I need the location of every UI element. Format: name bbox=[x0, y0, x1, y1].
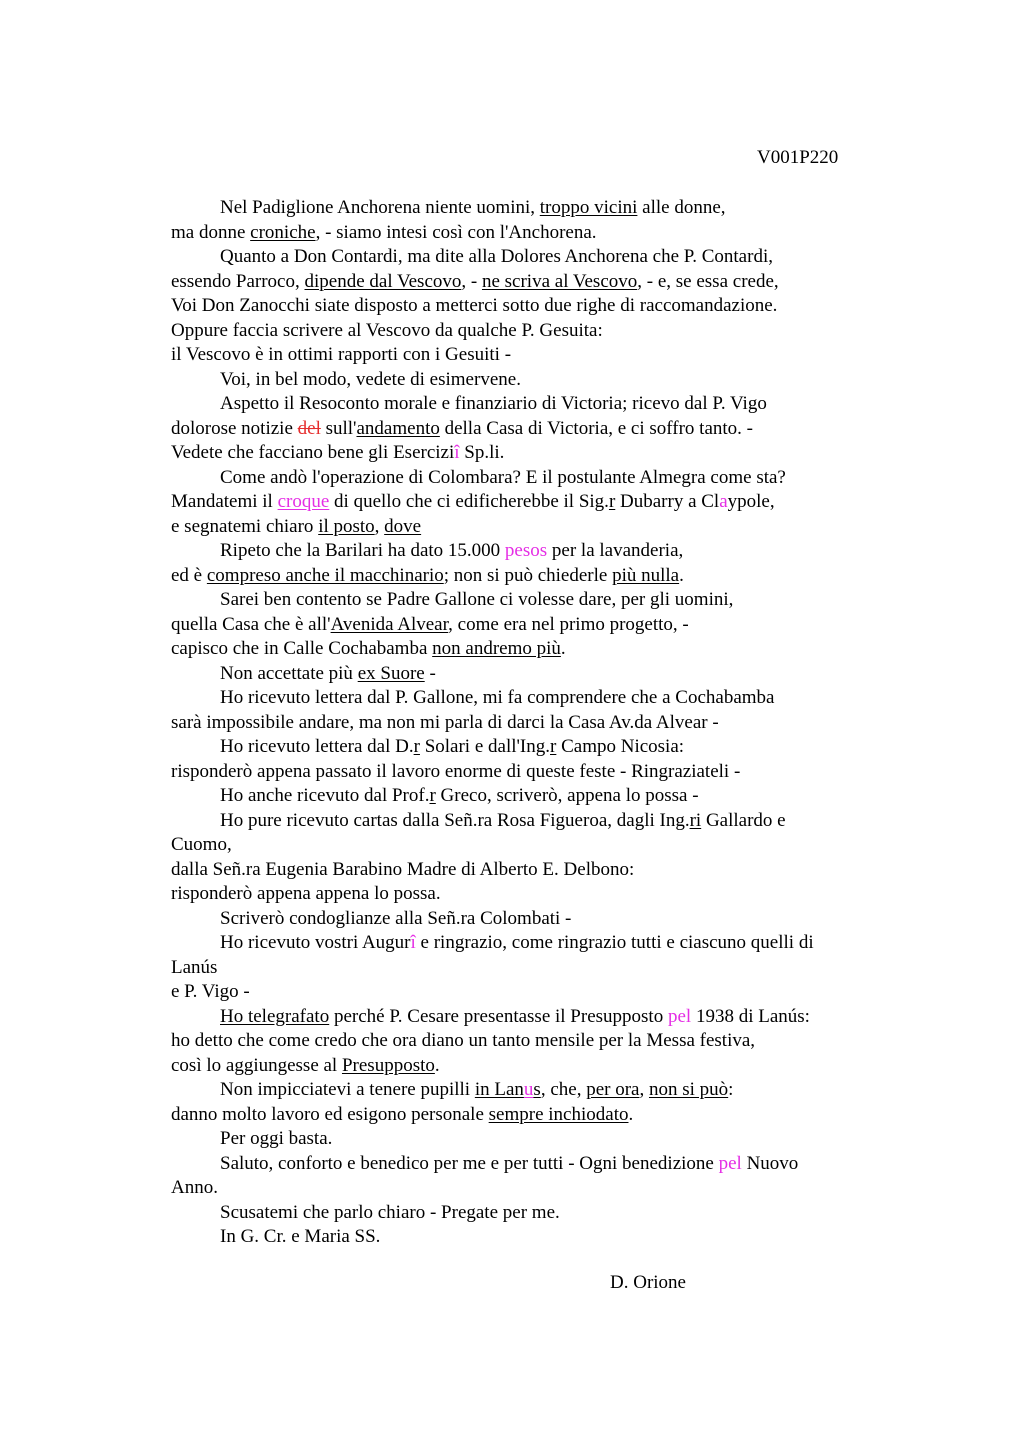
text-segment: , come era nel primo progetto, - bbox=[448, 613, 689, 635]
text-line bbox=[171, 1054, 871, 1079]
text-segment: : bbox=[728, 1079, 734, 1100]
text-segment: . bbox=[628, 1103, 634, 1125]
text-line bbox=[171, 711, 871, 736]
text-segment: Solari e dall'Ing. bbox=[419, 736, 551, 757]
text-line bbox=[171, 1152, 871, 1177]
text-segment: Ho pure ricevuto cartas dalla Señ.ra Rosa Figueroa, dagli Ing. bbox=[220, 809, 690, 831]
text-line bbox=[171, 270, 871, 295]
annotated-segment: per ora bbox=[586, 1079, 640, 1100]
text-segment: Come andò l'operazione di Colombara? E il postulante Almegra come sta? bbox=[220, 466, 786, 488]
annotated-segment: r bbox=[429, 785, 436, 806]
text-segment: Sp.li. bbox=[459, 442, 505, 463]
annotated-segment: croque bbox=[277, 491, 330, 512]
text-segment: per la lavanderia, bbox=[547, 540, 684, 561]
text-segment: della Casa di Victoria, e ci soffro tanto. - bbox=[439, 417, 753, 439]
text-line bbox=[171, 417, 871, 442]
text-segment: Gallardo e bbox=[701, 809, 786, 831]
annotated-segment: pel bbox=[718, 1152, 742, 1174]
text-segment: ho detto che come credo che ora diano un tanto mensile per la Messa festiva, bbox=[171, 1030, 756, 1051]
text-segment: Voi, in bel modo, vedete di esimervene. bbox=[220, 368, 521, 390]
text-line bbox=[171, 221, 871, 246]
text-segment: perché P. Cesare presentasse il Presupposto bbox=[329, 1005, 668, 1027]
text-segment: , che, bbox=[540, 1079, 587, 1100]
text-line bbox=[171, 441, 871, 466]
text-segment: Quanto a Don Contardi, ma dite alla Dolores Anchorena che P. Contardi, bbox=[220, 246, 773, 267]
text-line bbox=[171, 319, 871, 344]
annotated-segment: non si può bbox=[648, 1079, 729, 1100]
text-segment: Voi Don Zanocchi siate disposto a metterci sotto due righe di raccomandazione. bbox=[171, 295, 778, 316]
text-line bbox=[171, 1029, 871, 1054]
text-segment: In G. Cr. e Maria SS. bbox=[220, 1226, 381, 1247]
text-segment: Scriverò condoglianze alla Señ.ra Colombati - bbox=[220, 907, 572, 929]
annotated-segment: î bbox=[454, 442, 460, 463]
text-segment: sull' bbox=[320, 417, 357, 439]
annotated-segment: r bbox=[413, 736, 420, 757]
text-segment: dalla Señ.ra Eugenia Barabino Madre di Alberto E. Delbono: bbox=[171, 858, 635, 880]
annotated-segment: in Lan bbox=[474, 1079, 524, 1100]
text-segment: quella Casa che è all' bbox=[171, 613, 331, 635]
annotated-segment: più nulla bbox=[612, 564, 680, 586]
text-segment: . bbox=[560, 638, 566, 659]
text-segment: 1938 di Lanús: bbox=[691, 1005, 810, 1027]
text-segment: Per oggi basta. bbox=[220, 1128, 333, 1149]
signature: D. Orione bbox=[610, 1272, 686, 1293]
text-segment: alle donne, bbox=[637, 197, 726, 218]
text-line bbox=[171, 1127, 871, 1152]
text-segment: Ripeto che la Barilari ha dato 15.000 bbox=[220, 540, 505, 561]
annotated-segment: s bbox=[533, 1079, 541, 1100]
annotated-segment: î bbox=[410, 932, 416, 953]
letter-body bbox=[171, 196, 871, 1250]
annotated-segment: Ho telegrafato bbox=[220, 1005, 330, 1027]
text-segment: Non impicciatevi a tenere pupilli bbox=[220, 1079, 475, 1100]
annotated-segment: compreso anche il macchinario bbox=[206, 564, 444, 586]
annotated-segment: troppo vicini bbox=[539, 197, 638, 218]
annotated-segment: sempre inchiodato bbox=[488, 1103, 629, 1125]
text-line bbox=[171, 809, 871, 834]
annotated-segment: Avenida Alvear bbox=[330, 613, 449, 635]
text-segment: . bbox=[434, 1054, 440, 1076]
text-line bbox=[171, 588, 871, 613]
text-line bbox=[171, 882, 871, 907]
text-segment: Dubarry a Cl bbox=[615, 491, 720, 512]
text-line bbox=[171, 294, 871, 319]
text-segment: risponderò appena passato il lavoro enorme di queste feste - Ringraziateli - bbox=[171, 760, 741, 782]
text-line bbox=[171, 368, 871, 393]
text-line bbox=[171, 686, 871, 711]
text-line bbox=[171, 564, 871, 589]
text-line bbox=[171, 784, 871, 809]
text-segment: ypole, bbox=[727, 491, 775, 512]
text-segment: risponderò appena appena lo possa. bbox=[171, 883, 441, 904]
text-line bbox=[171, 613, 871, 638]
text-segment: Lanús bbox=[171, 956, 218, 978]
annotated-segment: pel bbox=[667, 1005, 692, 1027]
annotated-segment: dipende dal Vescovo bbox=[304, 270, 462, 292]
text-segment: Sarei ben contento se Padre Gallone ci volesse dare, per gli uomini, bbox=[220, 589, 734, 610]
text-segment: e segnatemi chiaro bbox=[171, 515, 319, 537]
text-segment: e P. Vigo - bbox=[171, 981, 250, 1002]
text-line bbox=[171, 490, 871, 515]
text-segment: capisco che in Calle Cochabamba bbox=[171, 638, 433, 659]
text-segment: . bbox=[679, 564, 684, 586]
annotated-segment: pesos bbox=[504, 540, 548, 561]
annotated-segment: a bbox=[719, 491, 728, 512]
text-segment: Mandatemi il bbox=[171, 491, 278, 512]
text-line bbox=[171, 637, 871, 662]
text-line bbox=[171, 196, 871, 221]
text-line bbox=[171, 735, 871, 760]
text-line bbox=[171, 956, 871, 981]
annotated-segment: ri bbox=[689, 809, 702, 831]
text-line bbox=[171, 931, 871, 956]
annotated-segment: non andremo più bbox=[432, 638, 561, 659]
text-segment: , - e, se essa crede, bbox=[637, 270, 779, 292]
text-segment: ma donne bbox=[171, 221, 251, 243]
text-segment: , bbox=[639, 1079, 649, 1100]
text-line bbox=[171, 760, 871, 785]
text-segment: Nel Padiglione Anchorena niente uomini, bbox=[220, 197, 540, 218]
text-segment: Scusatemi che parlo chiaro - Pregate per me. bbox=[220, 1201, 560, 1223]
text-segment: Ho ricevuto lettera dal D. bbox=[220, 736, 414, 757]
text-line bbox=[171, 1005, 871, 1030]
text-segment: Cuomo, bbox=[171, 834, 232, 855]
annotated-segment: del bbox=[297, 417, 321, 439]
text-line bbox=[171, 1103, 871, 1128]
text-line bbox=[171, 980, 871, 1005]
annotated-segment: ne scriva al Vescovo bbox=[481, 270, 638, 292]
text-line bbox=[171, 466, 871, 491]
text-line bbox=[171, 1225, 871, 1250]
text-segment: Campo Nicosia: bbox=[556, 736, 685, 757]
text-segment: Greco, scriverò, appena lo possa - bbox=[435, 785, 699, 806]
text-segment: Anno. bbox=[171, 1177, 218, 1198]
text-segment: , - siamo intesi così con l'Anchorena. bbox=[315, 221, 597, 243]
text-segment: Saluto, conforto e benedico per me e per tutti - Ogni benedizione bbox=[220, 1152, 719, 1174]
text-line bbox=[171, 1201, 871, 1226]
text-segment: - bbox=[424, 662, 436, 684]
text-line bbox=[171, 343, 871, 368]
text-segment: Aspetto il Resoconto morale e finanziario di Victoria; ricevo dal P. Vigo bbox=[220, 393, 767, 414]
annotated-segment: r bbox=[550, 736, 557, 757]
text-segment: ed è bbox=[171, 564, 207, 586]
text-line bbox=[171, 1176, 871, 1201]
annotated-segment: croniche bbox=[250, 221, 316, 243]
text-line bbox=[171, 907, 871, 932]
text-line bbox=[171, 833, 871, 858]
text-segment: , - bbox=[461, 270, 482, 292]
text-segment: sarà impossibile andare, ma non mi parla di darci la Casa Av.da Alvear - bbox=[171, 711, 719, 733]
text-line bbox=[171, 539, 871, 564]
text-line bbox=[171, 392, 871, 417]
text-segment: Non accettate più bbox=[220, 662, 358, 684]
text-segment: Oppure faccia scrivere al Vescovo da qualche P. Gesuita: bbox=[171, 319, 603, 341]
text-segment: e ringrazio, come ringrazio tutti e ciascuno quelli di bbox=[415, 932, 814, 953]
text-line bbox=[171, 515, 871, 540]
text-segment: danno molto lavoro ed esigono personale bbox=[171, 1103, 489, 1125]
annotated-segment: ex Suore bbox=[357, 662, 425, 684]
text-segment: essendo Parroco, bbox=[171, 270, 305, 292]
text-segment: Vedete che facciano bene gli Esercizi bbox=[171, 442, 455, 463]
text-line bbox=[171, 858, 871, 883]
annotated-segment: dove bbox=[384, 515, 422, 537]
annotated-segment: r bbox=[608, 491, 616, 512]
page-identifier: V001P220 bbox=[757, 147, 839, 168]
text-segment: di quello che ci edificherebbe il Sig. bbox=[329, 491, 609, 512]
text-line bbox=[171, 662, 871, 687]
annotated-segment: andamento bbox=[356, 417, 440, 439]
text-segment: , bbox=[374, 515, 385, 537]
text-segment: Nuovo bbox=[741, 1152, 799, 1174]
text-segment: Ho ricevuto vostri Augur bbox=[220, 932, 411, 953]
text-segment: il Vescovo è in ottimi rapporti con i Gesuiti - bbox=[171, 344, 512, 365]
annotated-segment: u bbox=[523, 1079, 534, 1100]
text-segment: dolorose notizie bbox=[171, 417, 298, 439]
text-line bbox=[171, 1078, 871, 1103]
text-segment: così lo aggiungesse al bbox=[171, 1054, 342, 1076]
annotated-segment: Presupposto bbox=[341, 1054, 435, 1076]
text-segment: Ho ricevuto lettera dal P. Gallone, mi fa comprendere che a Cochabamba bbox=[220, 687, 775, 708]
text-segment: ; non si può chiederle bbox=[443, 564, 613, 586]
text-line bbox=[171, 245, 871, 270]
text-segment: Ho anche ricevuto dal Prof. bbox=[220, 785, 430, 806]
annotated-segment: il posto bbox=[318, 515, 375, 537]
